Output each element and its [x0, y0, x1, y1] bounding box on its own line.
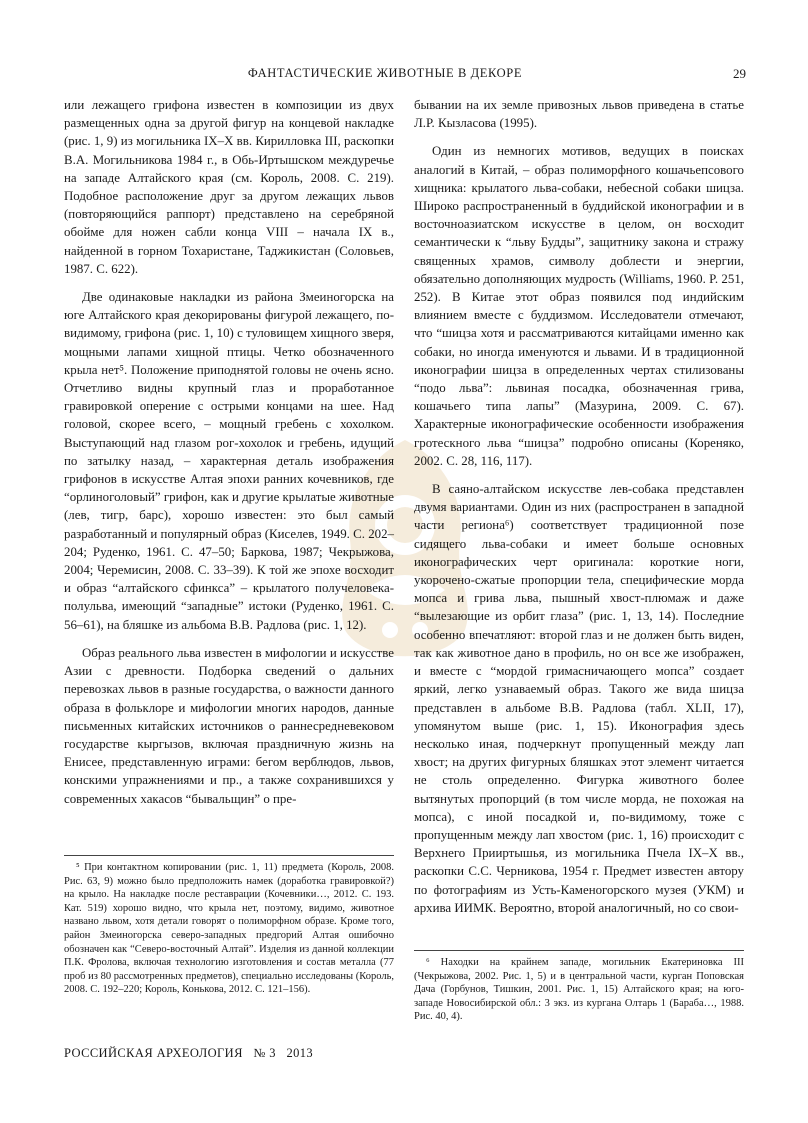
footnote-6: [414, 950, 744, 1024]
paragraph: или лежащего грифона известен в композиции из двух размещенных одна за другой фигур на концевой накладке (рис. 1, 9) из могильника IX–X вв. Кирилловка III, раскопки В.А. Могильникова 1984 г., в Обь-Иртышском междуречье на западе Алтайского края (см. Король, 2008. С. 219). Подобное расположение друг за другом лежащих львов (повторяющийся раппорт) представлено на серебряной обойме для ножен сабли конца VIII – начала IX в., найденной в горном Тохаристане, Таджикистан (Соловьев, 1987. С. 622).: [64, 98, 394, 276]
footnote-text: ⁶ Находки на крайнем западе, могильник Екатериновка III (Чекрыжова, 2002. Рис. 1, 5) и в центральной части, курган Поповская Дача (Горбунов, Тишкин, 2001. Рис. 1, 15) Алтайского края; на юго-западе Новосибирской обл.: 3 экз. из кургана Олтарь 1 (Бараба…, 1988. Рис. 40, 4).: [414, 957, 744, 1023]
paragraph: Две одинаковые накладки из района Змеиногорска на юге Алтайского края декорированы фигурой лежащего, по-видимому, грифона (рис. 1, 10) с туловищем хищного зверя, мощными лапами хищной птицы. Четко обозначенного крыла нет⁵. Положение приподнятой головы не очень ясно. Отчетливо видны крупный глаз и проработанное гравировкой оперение с острыми концами на шее. Над головой, скорее всего, – мощный гребень с хохолком. Выступающий над глазом рог-хохолок и гребень, идущий по затылку назад, – характерная деталь изображения грифонов в искусстве Алтая эпохи ранних кочевников, где “орлиноголовый” грифон, как и другие крылатые животные (лев, тигр, барс), хорошо известен: это был самый разработанный и популярный образ (Киселев, 1949. С. 202–204; Руденко, 1961. С. 47–50; Баркова, 1987; Чекрыжова, 2004; Черемисин, 2008. С. 33–39). К той же эпохе восходит и образ “алтайского сфинкса” – крылатого получеловека-полульва, имеющий “западные” истоки (Руденко, 1961. С. 56–61), на бляшке из альбома В.В. Радлова (рис. 1, 12).: [64, 290, 394, 632]
paragraph: Один из немногих мотивов, ведущих в поисках аналогий в Китай, – образ полиморфного кошачьепсового хищника: крылатого льва-собаки, небесной собаки шицза. Широко распространенный в буддийской иконографии и в восточноазиатском искусстве в целом, он восходит семантически к “льву Будды”, защитнику закона и стражу священных храмов, символу доблести и энергии, обязательно дополняющих мудрость (Williams, 1960. P. 251, 252). В Китае этот образ появился под индийским влиянием вместе с буддизмом. Исследователи отмечают, что “шицза хотя и рассматриваются китайцами именно как собаки, но иногда именуются и львами. И в традиционной иконографии шицза в определенных чертах стилизованы “подо льва”: львиная посадка, обозначенная грива, кошачьего типа лапы” (Мазурина, 2009. С. 67). Характерные иконографические особенности изображения гротескного льва “шицза” подробно описаны (Кореняко, 2002. С. 28, 116, 117).: [414, 144, 744, 468]
journal-footer: РОССИЙСКАЯ АРХЕОЛОГИЯ № 3 2013: [64, 1046, 314, 1060]
running-head: [64, 66, 746, 84]
right-column: [414, 96, 744, 917]
running-title: ФАНТАСТИЧЕСКИЕ ЖИВОТНЫЕ В ДЕКОРЕ: [247, 66, 523, 80]
paragraph: бывании на их земле привозных львов приведена в статье Л.Р. Кызласова (1995).: [414, 98, 744, 131]
page-number: 29: [733, 66, 746, 81]
footnote-5: [64, 855, 394, 997]
footnote-text: ⁵ При контактном копировании (рис. 1, 11) предмета (Король, 2008. Рис. 63, 9) можно было предположить намек (доработка гравировкой?) на крыло. На накладке после реставрации (Кочевники…, 2012. С. 193. Кат. 519) хорошо видно, что крыла нет, поэтому, видимо, животное названо львом, хотя детали говорят о полиморфном образе. Кроме того, район Змеиногорска северо-западных предгорий Алтая ошибочно обозначен как “Северо-восточный Алтай”. Изделия из данной коллекции П.К. Фролова, включая технологию изготовления и состав металла (77 проб из 80 рассмотренных предметов), специально исследованы (Король, 2008. С. 192–220; Король, Конькова, 2012. С. 121–156).: [64, 862, 394, 996]
left-column: [64, 96, 394, 808]
paragraph: В саяно-алтайском искусстве лев-собака представлен двумя вариантами. Один из них (распространен в западной части региона⁶) соответствует традиционной позе сидящего льва-собаки и имеет больше основных иконографических черт оригинала: короткие ноги, укорочено-сжатые пропорции тела, специфические морда мопса и грива льва, пышный хвост-плюмаж и даже “вылезающие из орбит глаза” (рис. 1, 13, 14). Последние особенно впечатляют: второй глаз и не должен быть виден, так как животное дано в профиль, но он все же изображен, и вместе с “мордой гримасничающего мопса” создает яркий, легко узнаваемый образ. Такого же вида шицза представлен в альбоме В.В. Радлова (табл. XLII, 17), упомянутом выше (рис. 1, 15). Иконография здесь несколько иная, подчеркнут пропущенный между лап хвост; на других фигурных бляшках этот элемент читается не столь определенно. Фигурка животного более вытянутых пропорций (в том числе морда, не похожая на мопса), с иной посадкой и, по-видимому, тоже с пропущенным между лап хвостом (рис. 1, 16) происходит с Верхнего Прииртышья, из могильника Пчела IX–X вв., раскопки С.С. Черникова, 1954 г. Предмет известен автору по фотографиям из Усть-Каменогорского музея (УКМ) и архива ИИМК. Вероятно, второй аналогичный, но со свои-: [414, 482, 744, 915]
paragraph: Образ реального льва известен в мифологии и искусстве Азии с древности. Подборка сведений о дальних перевозках львов в разные государства, о важности данного образа в фольклоре и мифологии многих народов, данные письменных китайских источников о раннесредневековом государстве кыргызов, включая праздничную жизнь на Енисее, представленную играми: бегом верблюдов, львов, конскими упражнениями и пр., а также сохранившихся у современных хакасов “бывальщин” о пре-: [64, 645, 394, 806]
